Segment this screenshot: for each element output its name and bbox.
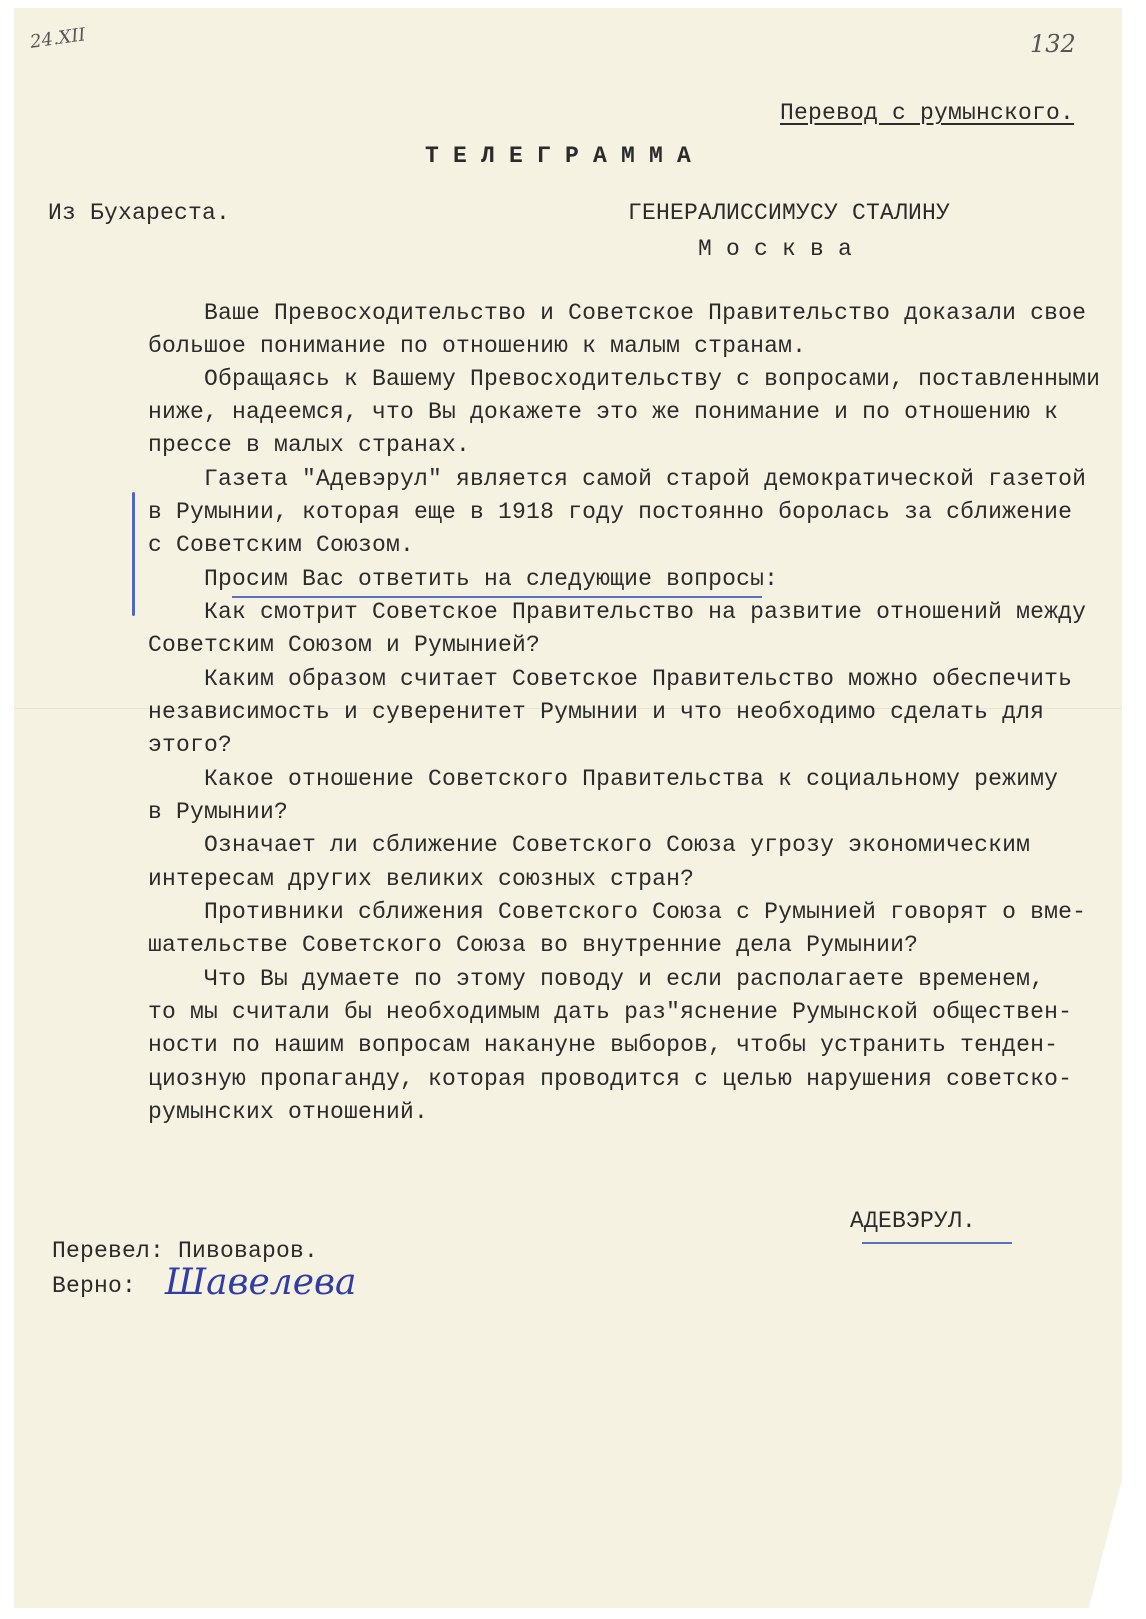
- body-line: циозную пропаганду, которая проводится с целью нарушения советско-: [148, 1066, 1073, 1092]
- body-line: Означает ли сближение Советского Союза угрозу экономическим: [148, 832, 1031, 858]
- blue-underline: [862, 1242, 1012, 1244]
- body-line: Что Вы думаете по этому поводу и если располагаете временем,: [148, 966, 1045, 992]
- body-line: Обращаясь к Вашему Превосходительству с вопросами, поставленными: [148, 366, 1101, 392]
- body-line: Каким образом считает Советское Правительство можно обеспечить: [148, 666, 1073, 692]
- body-line: шательстве Советского Союза во внутренние дела Румынии?: [148, 932, 919, 958]
- body-line: Как смотрит Советское Правительство на развитие отношений между: [148, 599, 1087, 625]
- body-line: Советским Союзом и Румынией?: [148, 632, 541, 658]
- body-line: большое понимание по отношению к малым странам.: [148, 333, 807, 359]
- document-title: Т Е Л Е Г Р А М М А: [425, 143, 692, 169]
- margin-marker: [132, 492, 135, 616]
- addressee-city: М о с к в а: [698, 236, 853, 262]
- body-line: Какое отношение Советского Правительства к социальному режиму: [148, 766, 1059, 792]
- body-line: в Румынии?: [148, 799, 289, 825]
- body-line: с Советским Союзом.: [148, 532, 415, 558]
- verified-label: Верно:: [52, 1273, 137, 1299]
- body-line: Ваше Превосходительство и Советское Правительство доказали свое: [148, 300, 1087, 326]
- translation-note: Перевод с румынского.: [780, 100, 1075, 126]
- signature-block: АДЕВЭРУЛ.: [850, 1208, 977, 1234]
- blue-underline: [232, 596, 762, 598]
- addressee: ГЕНЕРАЛИССИМУСУ СТАЛИНУ: [628, 200, 951, 226]
- handwritten-signature: Шавелева: [165, 1262, 357, 1303]
- origin-line: Из Бухареста.: [48, 200, 231, 226]
- body-line: Противники сближения Советского Союза с Румынией говорят о вме-: [148, 899, 1087, 925]
- body-line: Газета "Адевэрул" является самой старой демократической газетой: [148, 466, 1087, 492]
- translator-line: Перевел: Пивоваров.: [52, 1238, 319, 1264]
- body-line: интересам других великих союзных стран?: [148, 866, 695, 892]
- body-line: ниже, надеемся, что Вы докажете это же понимание и по отношению к: [148, 399, 1059, 425]
- body-line: прессе в малых странах.: [148, 432, 471, 458]
- body-line: ности по нашим вопросам накануне выборов, чтобы устранить тенден-: [148, 1032, 1059, 1058]
- body-line: этого?: [148, 732, 233, 758]
- body-line: румынских отношений.: [148, 1099, 429, 1125]
- body-line: Просим Вас ответить на следующие вопросы:: [148, 566, 779, 592]
- page-number: 132: [1030, 30, 1076, 58]
- body-line: независимость и суверенитет Румынии и что необходимо сделать для: [148, 699, 1045, 725]
- body-line: то мы считали бы необходимым дать раз"яснение Румынской обществен-: [148, 999, 1073, 1025]
- corner-date-note: 24.XII: [28, 24, 87, 53]
- body-line: в Румынии, которая еще в 1918 году постоянно боролась за сближение: [148, 499, 1073, 525]
